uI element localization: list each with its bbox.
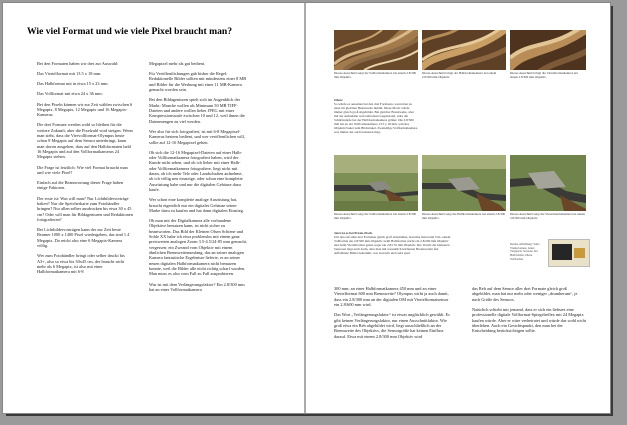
caption: Dieses Ausschnitt zeigt die Halbformatkamera bei einem 2.8/300 mm Objektiv.	[422, 213, 506, 220]
paragraph: Das Viertelformat mit 13.5 x 18 mm.	[37, 71, 102, 77]
right-page	[306, 3, 610, 413]
paragraph: Natürlich schieht mir jemand, dass er sich ein liebstes eine professionelle digitale Vollformat-Spiegelreflex mit 24 Megapix kaufen würde. Aber er wäre verheiratet und würde das wohl nicht überleben. Auch ein Gesichtspunkt, den man bei der Entscheidung berücksichtigen sollte.	[472, 306, 586, 334]
left-column-1	[37, 61, 133, 396]
paragraph: 300 mm; an einer Halbformatkamera 450 mm und an einer Viertelformat 600 mm Brennweite? Olympus wirbt ja auch damit, dass ein 2.8/300 mm an der digitalen OM mit Viertelformatsensor ein 2.8/600 mm wird.	[334, 286, 449, 308]
info-box-heading: Oben:	[334, 98, 343, 102]
paragraph: Der erste ist: Was will man? Nur Lichtbildervorträge halten? Nur die Speicherkarte zum Fotohändler bringen? Nur allen selber ausdrucken bis etwa 30 x 45 cm? Oder will man für Bildagenturen und Redaktionen fotografieren?	[37, 195, 133, 222]
paragraph: Ob man mit der Digitalkamera alle vorhandene Objektive benutzen kann, ist nicht sicher zu beantworten. Das Bild der Kleinen Olsen Schiene und Sohle XX habe ich etwa problemlos mit einem ganz preiswerten analogen Zoom 3.5-4.5/24-85 mm gemacht, vergessen: ein Zweand vom Objektiv mit einem ähnlichen Brennweitenumfang, das an seiner analogen Kamera fantastische Ergebnisse lieferte, er an seiner neuen digitalen Halbformatkamera nicht benutzen konnte, weil die Bilder alle nicht richtig scharf wurden. Man muss es also vom Fall zu Fall ausprobieren.	[149, 218, 247, 277]
caption: Dieses Ausschnitt bringt der Halbformatkamera bei einem 2.8/300 mm Objektiv.	[422, 72, 497, 79]
left-page	[3, 3, 305, 413]
info-box-text: Um den auf allen drei Formaten gleich groß abzubilden, brauchte man beim Voll- einem Vollformat ein 2.8/300 mm Objektiv, beim Halbformat reicht ein 2.8/200 mm Objektiv und beim Viertelformat ganze sogar ein 2.8/135 mm Objektiv. Der Vorteil der kleineren Sensoren liegt auch darin, dass man mit wesentlich leichteren Brennweiten fast auffallende Bilder bekommt, was Gewicht und Geld spart.	[334, 235, 451, 255]
paragraph: Die Frage ist letztlich: Wie viel Format braucht man und wie viele Pixel?	[37, 164, 128, 175]
paragraph: Das Wort „Verlängerungsfaktor“ ist etwas unglücklich gewählt. Es gibt keinen Verlängerungsfaktor, nur einen Ausschnittfaktor. Wie groß etwa ein Reh abgebildet wird, liegt ausschließlich an der Brennweite des Objektivs, die Sensorgröße hat keinen Einfluss darauf. Etwa mit einem 2.8/300 mm Objektiv wird	[334, 312, 450, 339]
caption: Dieses Ausschnitt bringt die Viertelformatkamera bei einem 2.8/300 mm Objektiv.	[510, 72, 578, 79]
paragraph: Was ist mit dem Verlängerungsfaktor? Ein 2.8/300 mm hat an einer Vollformatkamera	[149, 281, 245, 292]
magazine-spread	[2, 2, 611, 414]
paragraph: Ob sich die 12-16 Megapixel-Dateien auf einer Halb- oder Vollformatkamera fotografiert haben, wird der Kunde nicht sehen, und ob ich lieber mit einer Halb- oder Vollformatkamera fotografiere, liegt nicht mit daran, ob ich mehr Tele oder Landschaften aufnehme, ob ich völlig neu einsteige, oder schon eine komplette Ausrüstung habe und nur die digitalen Gehäuse dazu kaufe.	[149, 149, 243, 193]
sensor-format-illustration	[548, 239, 590, 267]
side-note: Rechte Abbildung: Volle Vierkolonnen, Guter Vergleich, Sowieso bei Halbformat. Diese Vollformat.	[510, 243, 540, 261]
info-box-text: So würde es aussehen bei den drei Formaten, wenn man zu einer im gleichen Brennweite nimmt. Diese Motiv würde immer gleich groß abgebildet. Bei gleicher Brennweite, aber mit der Aufnahme weit entfernten Gegenstand, wäre die Schärfentiefe bei der Halbformatkamera größer. Die 2.8/300 mm hat an der Vollformatkamera 13.5 x 18 mm, welches Objektiv/lautet zum Bildwinkel. Zweiteilige Vollformatkamera, was immer der auch bedeuten mag.	[334, 102, 418, 134]
paragraph: Megapixel mehr als gut bedient.	[149, 61, 206, 66]
paragraph: Das Halbformat mit in etwa 15 x 23 mm.	[37, 81, 109, 87]
paragraph: Die drei Formate werden wohl so bleiben für die weitere Zukunft, aber die Pixelzahl wird steigen. Wenn man sieht, dass die Viervollformat-Olympus heute schon 8 Megapix auf dem Sensor unterbringt, kann man davon ausgehen, dass auf den Halbformaten bald 16 Megapix und auf den Vollformatkameras 24 Megapix stehen.	[37, 122, 133, 160]
engraving-photo-half	[422, 30, 506, 70]
shotgun-photo-half	[422, 155, 506, 211]
paragraph: Bei den Pixeln können wir zur Zeit wählen zwischen 6 Megapix, 8 Megapix, 12 Megapix und 16 Megapix-Kameras.	[37, 101, 133, 118]
shotgun-photo-full	[334, 155, 418, 211]
paragraph: Das Vollformat mit etwa 24 x 36 mm.	[37, 91, 103, 97]
engraving-photo-full	[334, 30, 418, 70]
info-box-heading: Jetzt ist es bei Praxis-Fisch.	[334, 231, 373, 235]
caption: Dieses Ausschnitt zeigt die Vollformatkamera bei einem 2.8/300 mm Objektiv.	[334, 213, 417, 220]
shotgun-photo-quarter	[510, 155, 586, 211]
info-box-top	[334, 98, 418, 153]
paragraph: Wer zum Fotohändler bringt oder selber druckt bis A3+, also so etwa bis 30x45 cm, der braucht nicht mehr als 6 Megapix, ist also mit einer Halbformatkamera mit 6-8	[37, 253, 125, 275]
paragraph: Für Veröffentlichungen gab bisher die Regel: Redaktionelle Bilder sollten mit mindestens einer 8 MB und Bilder für die Werbung mit einer 11 MB-Kamera gemacht worden sein.	[149, 71, 247, 93]
engraving-photo-quarter	[510, 30, 586, 70]
right-column-2	[472, 286, 586, 401]
article-title: Wie viel Format und wie viele Pixel braucht man?	[27, 26, 233, 37]
paragraph: Wer schon eine komplette analoge Ausrüstung hat, braucht eigentlich nur ein digitales Gehäuse seiner Marke dazu zu kaufen und hat dann digitalen Einstieg.	[149, 197, 244, 213]
left-column-2	[149, 61, 247, 396]
paragraph: Wer also für sich fotografiert, ist mit 6-8 Megapixel-Kameras bestens bedient, und wer veröffentlichen will, sollte auf 12-16 Megapixel gehen.	[149, 128, 245, 145]
paragraph: Bei den Formaten haben wir drei zur Auswahl:	[37, 61, 119, 66]
paragraph: Bei den Bildagenturen spielt sich im Augenblick der Markt: Manche wollen als Minimum 50 MB TIFF-Dateien und andere wollen lieber JPEG mit einer Kompressionsstufe zwischen 10 und 12, weil ihnen die Datenmengen zu viel werden.	[149, 97, 245, 124]
info-box-bottom	[334, 231, 452, 273]
right-column-1	[334, 286, 452, 401]
paragraph: Einfach auf die Beantwortung dieser Frage haben einige Faktoren.	[37, 180, 124, 191]
paragraph: das Reh auf dem Sensor aller drei Formate gleich groß abgebildet, man hat nur mehr oder weniger „drumherum“, je nach Größe des Sensors.	[472, 286, 578, 302]
paragraph: Bei Lichtbildervorträgen kann der zur Zeit beste Beamer 1000 x 1400 Pixel wiedergeben, das sind 1.4 Megapix. Da reicht also eine 6 Megapix-Kamera völlig.	[37, 227, 130, 249]
caption: Dieses Ausschnitt zeigt die Viertelformatkamera bei einem 2.8/300 mm Objektiv.	[510, 213, 585, 220]
caption: Dieses Ausschnitt zeigt die Vollformatkamera bei einem 2.8/300 mm Objektiv.	[334, 72, 417, 79]
